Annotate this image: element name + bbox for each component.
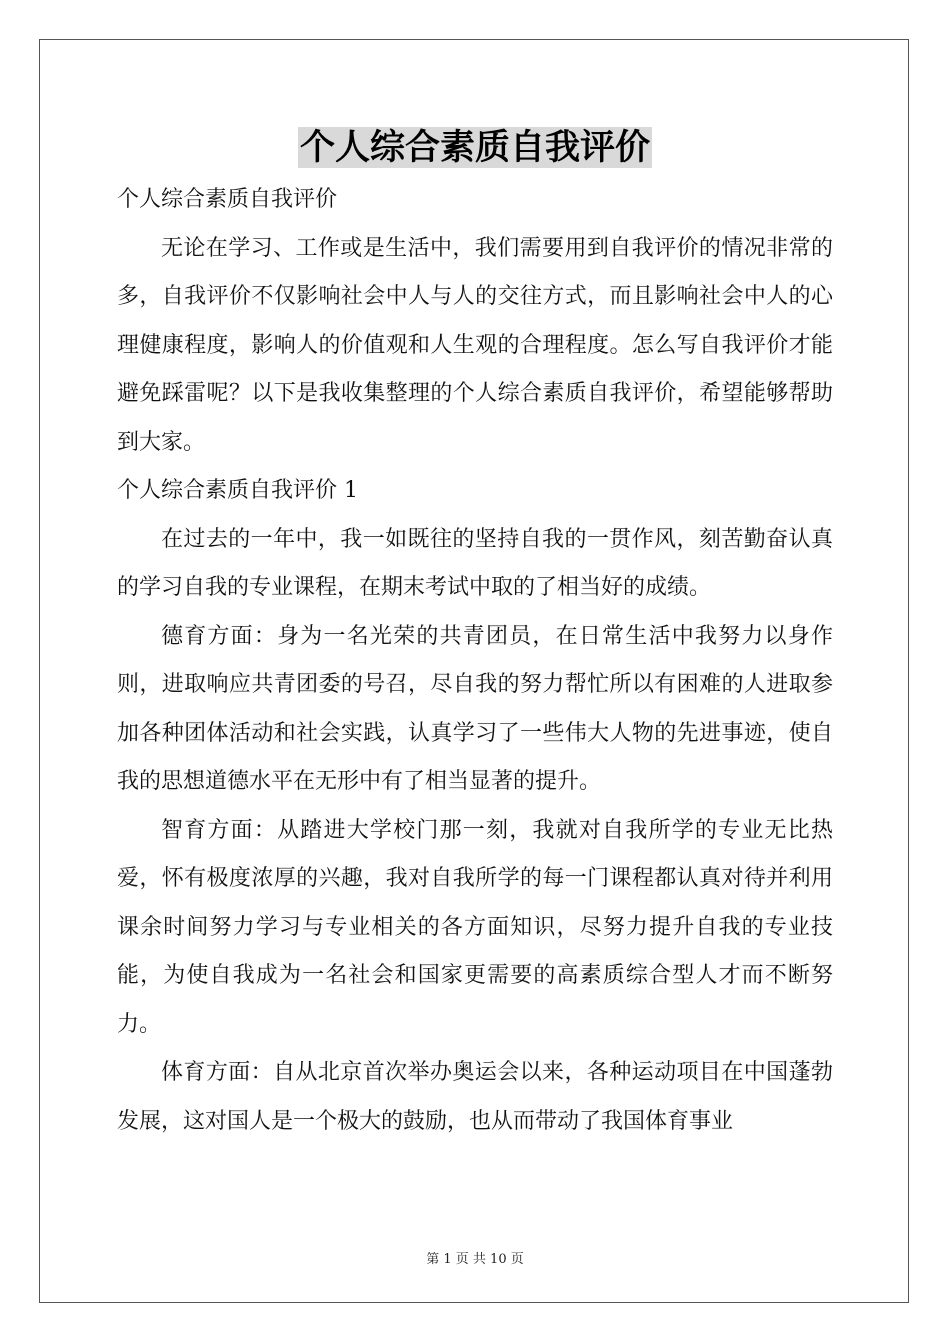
section-heading: 个人综合素质自我评价 1 bbox=[117, 478, 358, 503]
paragraph-overview: 在过去的一年中，我一如既往的坚持自我的一贯作风，刻苦勤奋认真的学习自我的专业课程，在期末考试中取的了相当好的成绩。 bbox=[117, 526, 833, 600]
paragraph-intro: 无论在学习、工作或是生活中，我们需要用到自我评价的情况非常的多，自我评价不仅影响社会中人与人的交往方式，而且影响社会中人的心理健康程度，影响人的价值观和人生观的合理程度。怎么写自我评价才能避免踩雷呢？以下是我收集整理的个人综合素质自我评价，希望能够帮助到大家。 bbox=[117, 235, 833, 455]
document-title bbox=[0, 122, 950, 174]
paragraph-intellectual: 智育方面：从踏进大学校门那一刻，我就对自我所学的专业无比热爱，怀有极度浓厚的兴趣，我对自我所学的每一门课程都认真对待并利用课余时间努力学习与专业相关的各方面知识，尽努力提升自我的专业技能，为使自我成为一名社会和国家更需要的高素质综合型人才而不断努力。 bbox=[117, 817, 833, 1037]
document-title-text: 个人综合素质自我评价 bbox=[299, 127, 650, 168]
paragraph-moral: 德育方面：身为一名光荣的共青团员，在日常生活中我努力以身作则，进取响应共青团委的号召，尽自我的努力帮忙所以有困难的人进取参加各种团体活动和社会实践，认真学习了一些伟大人物的先进事迹，使自我的思想道德水平在无形中有了相当显著的提升。 bbox=[117, 623, 833, 794]
paragraph-subtitle: 个人综合素质自我评价 bbox=[117, 187, 338, 212]
document-body bbox=[117, 176, 833, 1146]
paragraph-physical: 体育方面：自从北京首次举办奥运会以来，各种运动项目在中国蓬勃发展，这对国人是一个极大的鼓励，也从而带动了我国体育事业 bbox=[117, 1060, 833, 1134]
page-footer: 第 1 页 共 10 页 bbox=[426, 1252, 524, 1267]
